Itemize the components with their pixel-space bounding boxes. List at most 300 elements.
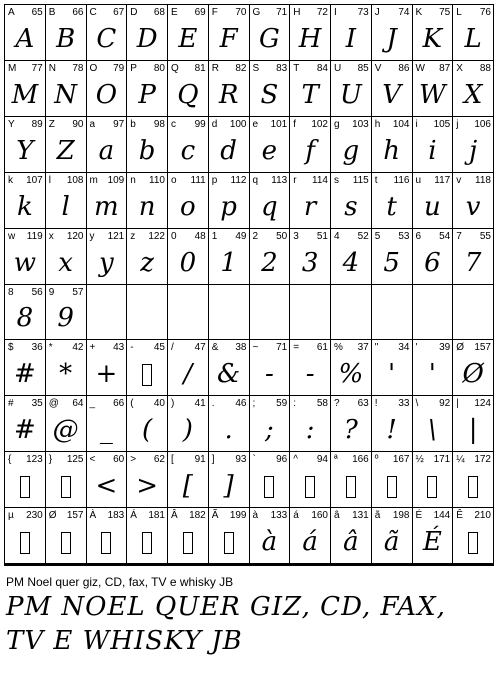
- glyph-sample: á: [302, 527, 318, 557]
- glyph-cell: [87, 173, 128, 229]
- glyph-code: 124: [474, 398, 491, 410]
- glyph-cell: [5, 61, 46, 117]
- glyph-cell-label: [212, 63, 247, 74]
- glyph-sample: L: [464, 23, 482, 54]
- glyph-cell: [413, 61, 454, 117]
- glyph-character: t: [374, 174, 378, 186]
- glyph-sample: i: [428, 135, 437, 166]
- glyph-cell-label: [253, 7, 288, 18]
- glyph-cell-label: [416, 175, 451, 186]
- glyph-cell: [5, 396, 46, 452]
- glyph-cell-label: [293, 119, 328, 130]
- glyph-cell-label: [8, 454, 43, 465]
- glyph-sample: ;: [264, 415, 274, 446]
- glyph-code: 47: [194, 342, 206, 354]
- glyph-character: [: [171, 454, 174, 466]
- glyph-cell: [168, 285, 209, 341]
- glyph-character: }: [48, 454, 53, 466]
- glyph-cell-label: [130, 7, 165, 18]
- glyph-character: :: [293, 398, 297, 410]
- glyph-code: 62: [153, 454, 165, 466]
- glyph-code: 40: [153, 398, 165, 410]
- glyph-cell-label: [8, 231, 43, 242]
- glyph-cell-label: [8, 510, 43, 521]
- glyph-sample: [453, 300, 493, 336]
- glyph-cell: [168, 61, 209, 117]
- glyph-cell-label: [130, 398, 165, 409]
- glyph-character: K: [415, 7, 423, 18]
- glyph-cell-label: [293, 398, 328, 409]
- glyph-code: 83: [276, 62, 288, 74]
- glyph-cell: [413, 117, 454, 173]
- glyph-character: 7: [456, 230, 462, 242]
- glyph-character: ~: [252, 342, 259, 354]
- missing-glyph-box: [250, 468, 290, 504]
- glyph-character: G: [252, 7, 261, 18]
- glyph-cell: [331, 117, 372, 173]
- glyph-cell: [46, 5, 87, 61]
- glyph-character: W: [415, 62, 425, 74]
- glyph-character: =: [293, 342, 300, 354]
- glyph-cell-label: [8, 7, 43, 18]
- glyph-cell-label: [49, 342, 84, 353]
- glyph-character: ;: [252, 398, 256, 410]
- glyph-sample: v: [465, 191, 481, 222]
- glyph-cell-label: [253, 119, 288, 130]
- glyph-cell: [372, 340, 413, 396]
- glyph-cell: [250, 340, 291, 396]
- glyph-character: f: [293, 118, 297, 130]
- glyph-character: Ø: [456, 342, 465, 354]
- glyph-cell: [372, 5, 413, 61]
- glyph-sample: I: [345, 23, 357, 54]
- glyph-code: 42: [72, 342, 84, 354]
- glyph-character: ½: [415, 454, 424, 466]
- glyph-cell-label: [334, 7, 369, 18]
- glyph-sample: ã: [383, 527, 400, 557]
- glyph-cell: [453, 452, 494, 508]
- glyph-cell-label: [212, 231, 247, 242]
- glyph-character: 2: [252, 230, 259, 242]
- glyph-cell-label: [375, 342, 410, 353]
- glyph-cell-label: [171, 63, 206, 74]
- glyph-cell: [127, 61, 168, 117]
- glyph-character: w: [8, 230, 16, 242]
- glyph-cell: [290, 508, 331, 564]
- glyph-cell-label: [253, 342, 288, 353]
- glyph-cell-label: [334, 342, 369, 353]
- glyph-cell: [46, 340, 87, 396]
- glyph-cell: [372, 396, 413, 452]
- glyph-cell: [87, 61, 128, 117]
- glyph-code: 110: [149, 174, 165, 186]
- glyph-character: @: [48, 398, 59, 410]
- glyph-character: 5: [374, 230, 381, 242]
- glyph-cell-label: [416, 63, 451, 74]
- glyph-code: 103: [352, 118, 369, 130]
- glyph-character: á: [293, 510, 299, 522]
- glyph-character: k: [8, 174, 13, 186]
- glyph-character: S: [252, 62, 260, 74]
- glyph-character: 3: [293, 230, 299, 242]
- glyph-sample: à: [261, 527, 278, 557]
- glyph-cell-label: [293, 7, 328, 18]
- glyph-character: v: [456, 174, 462, 186]
- glyph-cell-label: [416, 510, 451, 521]
- glyph-character: L: [456, 7, 462, 18]
- glyph-cell: [168, 117, 209, 173]
- glyph-cell: [87, 229, 128, 285]
- missing-glyph-box: [453, 468, 493, 504]
- glyph-character: d: [211, 118, 218, 130]
- glyph-cell: [209, 285, 250, 341]
- glyph-character: ": [374, 342, 379, 354]
- glyph-cell: [413, 229, 454, 285]
- glyph-cell-label: [416, 231, 451, 242]
- glyph-code: 117: [434, 174, 451, 186]
- glyph-cell: [453, 5, 494, 61]
- glyph-code: 43: [113, 342, 125, 354]
- glyph-cell: [331, 452, 372, 508]
- glyph-character: <: [89, 454, 96, 466]
- glyph-character: ?: [334, 398, 340, 410]
- glyph-character: H: [293, 7, 301, 18]
- glyph-cell-label: [253, 398, 288, 409]
- glyph-cell-label: [90, 454, 125, 465]
- glyph-sample: Ø: [462, 359, 484, 390]
- glyph-code: 120: [66, 230, 84, 242]
- glyph-sample: #: [13, 359, 36, 390]
- glyph-sample: Y: [16, 135, 34, 166]
- glyph-cell: [46, 565, 87, 566]
- glyph-code: 112: [230, 174, 247, 186]
- glyph-sample: p: [220, 191, 237, 222]
- glyph-cell: [127, 5, 168, 61]
- glyph-sample: 9: [57, 303, 74, 334]
- glyph-code: 85: [357, 62, 369, 74]
- glyph-cell: [250, 452, 291, 508]
- glyph-cell: [290, 61, 331, 117]
- glyph-cell: [290, 452, 331, 508]
- glyph-character: Ã: [211, 510, 219, 522]
- glyph-character: h: [374, 118, 381, 130]
- glyph-character: $: [8, 342, 14, 354]
- glyph-cell-label: [130, 63, 165, 74]
- glyph-character: Á: [130, 510, 137, 522]
- glyph-code: 181: [148, 510, 165, 522]
- glyph-code: 166: [352, 454, 369, 466]
- glyph-cell-label: [171, 175, 206, 186]
- glyph-cell-label: [416, 398, 451, 409]
- missing-glyph-box: [87, 524, 127, 560]
- glyph-character: r: [293, 174, 297, 186]
- glyph-cell-label: [49, 63, 84, 74]
- glyph-cell-label: [171, 454, 206, 465]
- glyph-character: l: [48, 174, 51, 186]
- glyph-cell-label: [253, 454, 288, 465]
- glyph-sample: 3: [301, 247, 319, 278]
- glyph-cell: [5, 5, 46, 61]
- glyph-cell: [46, 285, 87, 341]
- glyph-cell: [127, 117, 168, 173]
- glyph-cell-label: [293, 231, 328, 242]
- glyph-sample: ': [428, 359, 436, 390]
- glyph-sample: ?: [343, 415, 358, 446]
- glyph-code: 51: [316, 230, 328, 242]
- glyph-sample: z: [140, 247, 154, 278]
- glyph-code: 79: [113, 62, 125, 74]
- glyph-cell: [290, 565, 331, 566]
- glyph-code: 49: [235, 230, 247, 242]
- glyph-character: A: [8, 7, 15, 18]
- glyph-cell: [331, 508, 372, 564]
- glyph-cell: [413, 508, 454, 564]
- glyph-character: ]: [211, 454, 215, 466]
- glyph-character: X: [456, 62, 463, 74]
- glyph-cell: [372, 285, 413, 341]
- glyph-cell-label: [253, 175, 288, 186]
- glyph-sample: [250, 300, 290, 336]
- glyph-cell: [127, 285, 168, 341]
- glyph-code: 41: [194, 398, 206, 410]
- glyph-code: 84: [316, 62, 328, 74]
- glyph-sample: a: [98, 135, 115, 166]
- glyph-character: T: [293, 62, 300, 74]
- glyph-character: D: [130, 7, 138, 18]
- glyph-character: !: [374, 398, 378, 410]
- glyph-code: 93: [235, 454, 247, 466]
- glyph-cell-label: [212, 342, 247, 353]
- glyph-cell: [168, 173, 209, 229]
- glyph-sample: P: [138, 79, 156, 110]
- glyph-cell: [168, 5, 209, 61]
- glyph-code: 171: [433, 454, 451, 466]
- glyph-code: 65: [31, 7, 43, 18]
- glyph-character: /: [171, 342, 174, 354]
- glyph-code: 172: [474, 454, 491, 466]
- glyph-code: 45: [153, 342, 165, 354]
- glyph-cell: [46, 61, 87, 117]
- glyph-cell-label: [456, 119, 491, 130]
- glyph-cell: [209, 452, 250, 508]
- glyph-code: 66: [72, 7, 84, 18]
- glyph-cell-label: [212, 119, 247, 130]
- glyph-cell: [331, 229, 372, 285]
- glyph-sample: O: [95, 79, 118, 110]
- glyph-cell: [331, 5, 372, 61]
- glyph-character: Ø: [48, 510, 57, 522]
- glyph-cell: [5, 508, 46, 564]
- glyph-sample: _: [99, 415, 113, 446]
- glyph-code: 109: [107, 174, 125, 186]
- glyph-cell-label: [49, 287, 84, 298]
- glyph-character: J: [374, 7, 380, 18]
- glyph-cell: [5, 565, 46, 566]
- glyph-sample: U: [339, 79, 362, 110]
- glyph-cell: [5, 452, 46, 508]
- glyph-cell-label: [456, 398, 491, 409]
- glyph-sample: 5: [383, 247, 400, 278]
- glyph-code: 92: [439, 398, 451, 410]
- glyph-sample: -: [264, 359, 274, 390]
- glyph-character: x: [48, 230, 54, 242]
- missing-glyph-box: [453, 524, 493, 560]
- glyph-sample: h: [383, 135, 400, 166]
- glyph-cell: [331, 340, 372, 396]
- glyph-cell-label: [375, 510, 410, 521]
- glyph-sample: m: [94, 191, 119, 222]
- glyph-cell-label: [90, 63, 125, 74]
- glyph-character: Z: [48, 118, 55, 130]
- glyph-sample: W: [419, 79, 446, 110]
- glyph-code: 38: [235, 342, 247, 354]
- glyph-cell-label: [334, 398, 369, 409]
- glyph-cell-label: [456, 231, 491, 242]
- glyph-code: 73: [357, 7, 369, 18]
- glyph-cell: [127, 229, 168, 285]
- glyph-sample: T: [301, 79, 319, 110]
- glyph-cell-label: [375, 63, 410, 74]
- glyph-character: N: [48, 62, 56, 74]
- glyph-sample: <: [95, 471, 118, 502]
- glyph-sample: 8: [16, 303, 34, 334]
- glyph-sample: [127, 300, 167, 336]
- glyph-cell-label: [212, 454, 247, 465]
- glyph-sample: f: [305, 135, 315, 166]
- glyph-code: 125: [66, 454, 84, 466]
- glyph-code: 78: [72, 62, 84, 74]
- glyph-cell-label: [212, 175, 247, 186]
- glyph-character: 8: [8, 286, 14, 298]
- glyph-code: 157: [474, 342, 491, 354]
- glyph-character: b: [130, 118, 136, 130]
- glyph-cell: [209, 117, 250, 173]
- glyph-code: 58: [316, 398, 328, 410]
- missing-glyph-box: [209, 524, 249, 560]
- missing-glyph-box: [127, 524, 167, 560]
- glyph-cell-label: [90, 342, 125, 353]
- glyph-cell-label: [293, 510, 328, 521]
- glyph-cell-label: [90, 510, 125, 521]
- glyph-sample: 2: [261, 247, 278, 278]
- glyph-cell-label: [212, 398, 247, 409]
- glyph-cell: [413, 452, 454, 508]
- glyph-character: i: [415, 118, 418, 130]
- glyph-character: É: [415, 510, 423, 522]
- glyph-character: ã: [374, 510, 381, 522]
- glyph-sample: [: [182, 471, 193, 502]
- glyph-cell: [331, 61, 372, 117]
- glyph-cell-label: [49, 7, 84, 18]
- glyph-cell: [331, 565, 372, 566]
- glyph-code: 52: [357, 230, 369, 242]
- missing-glyph-box: [46, 524, 86, 560]
- glyph-cell-label: [456, 7, 491, 18]
- glyph-sample: !: [386, 415, 397, 446]
- glyph-cell: [413, 340, 454, 396]
- glyph-character: #: [8, 398, 14, 410]
- glyph-cell: [127, 340, 168, 396]
- glyph-character: F: [211, 7, 218, 18]
- glyph-cell-label: [171, 231, 206, 242]
- glyph-code: 88: [479, 62, 491, 74]
- glyph-character: `: [252, 454, 256, 466]
- glyph-code: 107: [26, 174, 43, 186]
- missing-glyph-box: [331, 468, 371, 504]
- glyph-character: (: [130, 398, 134, 410]
- glyph-cell: [5, 117, 46, 173]
- glyph-code: 64: [72, 398, 84, 410]
- glyph-sample: @: [52, 415, 79, 446]
- glyph-cell: [413, 396, 454, 452]
- glyph-code: 86: [398, 62, 410, 74]
- glyph-cell: [372, 452, 413, 508]
- glyph-code: 121: [107, 230, 125, 242]
- glyph-character: Â: [171, 510, 178, 522]
- glyph-sample: :: [305, 415, 315, 446]
- glyph-sample: R: [218, 79, 239, 110]
- glyph-cell: [413, 285, 454, 341]
- glyph-character: u: [415, 174, 422, 186]
- missing-glyph-box: [5, 468, 45, 504]
- glyph-cell: [250, 61, 291, 117]
- glyph-cell: [453, 340, 494, 396]
- glyph-sample: K: [422, 23, 443, 54]
- missing-glyph-box: [372, 468, 412, 504]
- glyph-code: 113: [271, 174, 288, 186]
- glyph-sample: S: [260, 79, 279, 110]
- glyph-code: 75: [439, 7, 451, 18]
- glyph-sample: /: [183, 359, 193, 390]
- glyph-character: e: [252, 118, 259, 130]
- glyph-cell: [168, 396, 209, 452]
- glyph-cell: [209, 61, 250, 117]
- glyph-character: g: [334, 118, 340, 130]
- glyph-code: 98: [153, 118, 165, 130]
- glyph-code: 101: [270, 118, 288, 130]
- glyph-cell-label: [90, 119, 125, 130]
- glyph-cell: [168, 508, 209, 564]
- glyph-character: U: [334, 62, 342, 74]
- glyph-sample: 7: [464, 247, 482, 278]
- glyph-cell-label: [130, 231, 165, 242]
- glyph-code: 57: [72, 286, 84, 298]
- glyph-character: o: [171, 174, 177, 186]
- glyph-code: 230: [26, 510, 43, 522]
- glyph-code: 71: [276, 342, 288, 354]
- glyph-character: .: [211, 398, 215, 410]
- glyph-sample: c: [180, 135, 196, 166]
- glyph-cell: [372, 565, 413, 566]
- glyph-character: 9: [48, 286, 55, 298]
- glyph-cell-label: [334, 454, 369, 465]
- glyph-code: 167: [392, 454, 410, 466]
- glyph-character: n: [130, 174, 136, 186]
- glyph-code: 97: [113, 118, 125, 130]
- glyph-cell-label: [375, 454, 410, 465]
- glyph-character: -: [130, 342, 134, 354]
- glyph-cell: [168, 340, 209, 396]
- glyph-sample: Z: [56, 135, 75, 166]
- glyph-character: Y: [8, 118, 15, 130]
- glyph-cell-label: [293, 454, 328, 465]
- glyph-cell-label: [49, 231, 84, 242]
- glyph-character: q: [252, 174, 259, 186]
- glyph-sample: [372, 300, 412, 336]
- glyph-sample: g: [342, 135, 360, 166]
- glyph-cell-label: [49, 119, 84, 130]
- glyph-sample: w: [13, 247, 36, 278]
